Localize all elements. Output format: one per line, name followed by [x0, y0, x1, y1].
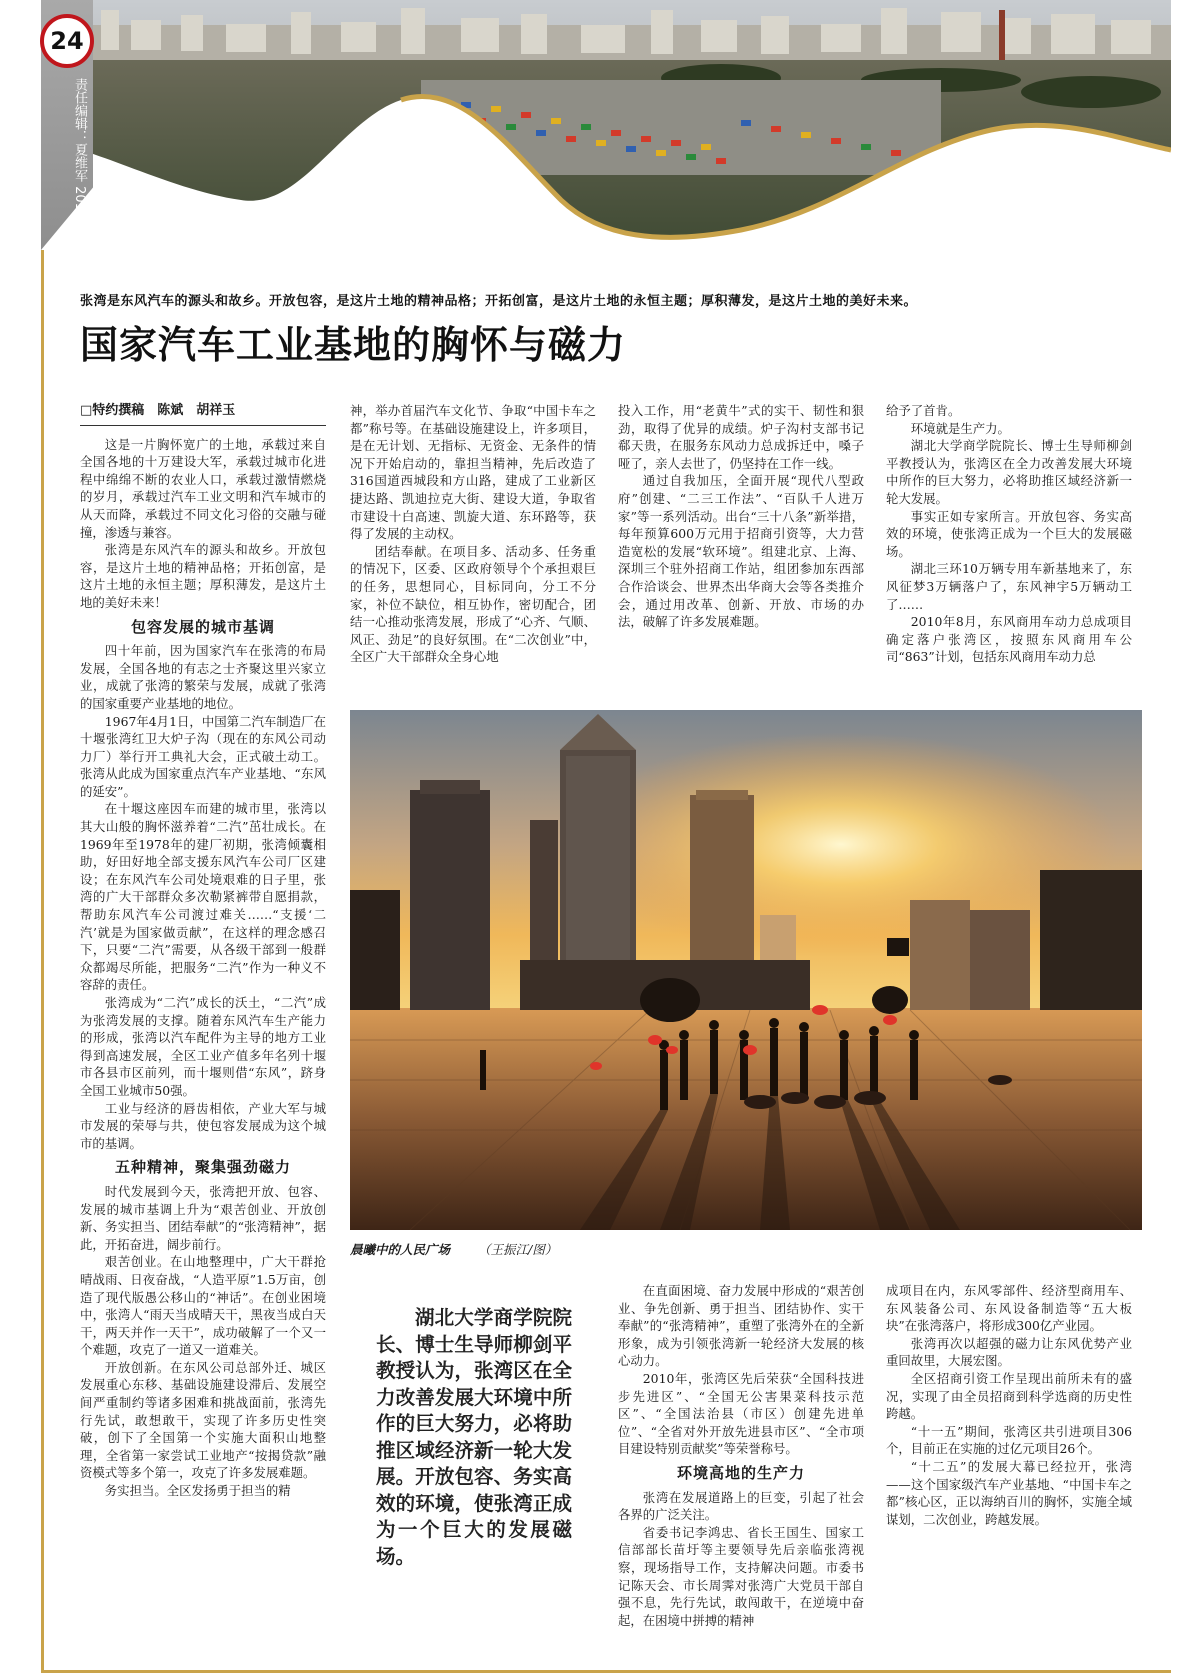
paragraph: 四十年前，因为国家汽车在张湾的布局发展，全国各地的有志之士齐聚这里兴家立业，成就了张湾的繁荣与发展，成就了张湾的国家重要产业基地的地位。	[80, 643, 326, 711]
paragraph: 环境就是生产力。	[910, 420, 1010, 436]
column-1	[80, 402, 326, 1662]
paragraph: 给予了首肯。	[886, 403, 961, 418]
article-headline: 国家汽车工业基地的胸怀与磁力	[80, 322, 627, 367]
paragraph: 神，举办首届汽车文化节、争取“中国卡车之都”称号等。在基础设施建设上，许多项目，是在无计划、无指标、无资金、无条件的情况下开始启动的，靠担当精神，先后改造了316国道西城段和方山路，建成了工业新区捷达路、凯迪拉克大街、建设大道，争取省市建设十白高速、凯旋大道、东环路等，获得了发展的主动权。	[350, 403, 596, 542]
paragraph: 开放创新。在东风公司总部外迁、城区发展重心东移、基础设施建设滞后、发展空间严重制约等诸多困难和挑战面前，张湾先行先试，敢想敢干，实现了许多历史性突破，创下了全国第一个实施大面积山地整理，全省第一家尝试工业地产“按揭贷款”融资模式等多个第一，攻克了许多发展难题。	[80, 1359, 326, 1481]
paragraph: 省委书记李鸿忠、省长王国生、国家工信部部长苗圩等主要领导先后亲临张湾视察，现场指导工作，支持解决问题。市委书记陈天会、市长周霁对张湾广大党员干部自强不息，先行先试，敢闯敢干，在逆境中奋起，在困境中拼搏的精神	[618, 1524, 864, 1628]
byline: □特约撰稿 陈斌 胡祥玉	[80, 402, 326, 426]
subheading-environment-productivity: 环境高地的生产力	[676, 1463, 805, 1482]
paragraph: 通过自我加压，全面开展“现代八型政府”创建、“二三工作法”、“百队千人进万家”等一系列活动。出台“三十八条”新举措，每年预算600万元用于招商引资等，大力营造宽松的发展“软环境”。组建北京、上海、深圳三个驻外招商工作站，组团参加东西部合作洽谈会、世界杰出华商大会等各类推介会，通过用改革、创新、开放、市场的办法，破解了许多发展难题。	[618, 473, 864, 630]
caption-text: 晨曦中的人民广场	[350, 1242, 451, 1257]
photo-caption	[350, 1240, 557, 1258]
paragraph: 湖北大学商学院院长、博士生导师柳剑平教授认为，张湾区在全力改善发展大环境中所作的巨大努力，必将助推区域经济新一轮大发展。	[886, 438, 1132, 506]
paragraph: 全区招商引资工作呈现出前所未有的盛况，实现了由全员招商到科学选商的历史性跨越。	[886, 1370, 1132, 1422]
left-border-rule	[41, 250, 44, 1670]
editor-label: 责任编辑：夏维军	[72, 78, 87, 182]
paragraph: “十二五”的发展大幕已经拉开，张湾——这个国家级汽车产业基地、“中国卡车之都”核心区，正以海纳百川的胸怀，实施全域谋划，二次创业，跨越发展。	[886, 1458, 1132, 1527]
page-number: 24	[50, 27, 84, 55]
paragraph: 在十堰这座因车而建的城市里，张湾以其大山般的胸怀滋养着“二汽”茁壮成长。在1969年至1978年的建厂初期，张湾倾囊相助，好田好地全部支援东风汽车公司厂区建设；在东风汽车公司处境艰难的日子里，张湾的广大干部群众多次勒紧裤带自愿捐款，帮助东风汽车公司渡过难关……“支援‘二汽’就是为国家做贡献”，在这样的理念感召下，只要“二汽”需要，从各级干部到一般群众都竭尽所能，把服务“二汽”作为一种义不容辞的责任。	[80, 801, 326, 993]
paragraph: 工业与经济的唇齿相依，产业大军与城市发展的荣辱与共，使包容发展成为这个城市的基调。	[80, 1100, 326, 1151]
paragraph: 时代发展到今天，张湾把开放、包容、发展的城市基调上升为“艰苦创业、开放创新、务实担当、团结奉献”的“张湾精神”，据此，开拓奋进，阔步前行。	[80, 1183, 326, 1252]
pull-quote-text: 湖北大学商学院院长、博士生导师柳剑平教授认为，张湾区在全力改善发展大环境中所作的巨大努力，必将助推区域经济新一轮大发展。开放包容、务实高效的环境，使张湾正成为一个巨大的发展磁场。	[376, 1306, 572, 1568]
subheading-inclusive-development: 包容发展的城市基调	[130, 617, 275, 636]
paragraph: 2010年，张湾区先后荣获“全国科技进步先进区”、“全国无公害果菜科技示范区”、“全国法治县（市区）创建先进单位”、“全省对外开放先进县市区”、“全市项目建设特别贡献奖”等荣誉称号。	[618, 1370, 864, 1457]
editor-date-label	[48, 78, 88, 283]
page-number-badge	[40, 14, 94, 68]
paragraph: 务实担当。全区发扬勇于担当的精	[104, 1483, 291, 1499]
paragraph: 张湾再次以超强的磁力让东风优势产业重回故里，大展宏图。	[886, 1335, 1132, 1369]
photo-credit: （王振江/图）	[478, 1242, 558, 1257]
paragraph: 2010年8月，东风商用车动力总成项目确定落户张湾区，按照东风商用车公司“863”计划，包括东风商用车动力总	[886, 614, 1132, 665]
subheading-five-spirits: 五种精神，聚集强劲磁力	[114, 1158, 291, 1177]
column-3	[618, 402, 864, 687]
column-2	[350, 402, 596, 687]
sunrise-square-illustration	[350, 710, 1142, 1230]
paragraph: 张湾成为“二汽”成长的沃土，“二汽”成为张湾发展的支撑。随着东风汽车生产能力的形成，张湾以汽车配件为主导的地方工业得到高速发展，全区工业产值多年名列十堰市各县市区前列，而十堰则借“东风”，跻身全国工业城市50强。	[80, 995, 326, 1098]
article-deck: 张湾是东风汽车的源头和故乡。开放包容，是这片土地的精神品格；开拓创富，是这片土地的永恒主题；厚积薄发，是这片土地的美好未来。	[80, 294, 918, 309]
column-6	[886, 1282, 1132, 1662]
people-square-photo	[350, 710, 1142, 1230]
paragraph: 这是一片胸怀宽广的土地，承载过来自全国各地的十万建设大军，承载过城市化进程中绵绵不断的农业人口，承载过激情燃烧的岁月，承载过汽车工业文明和汽车城市的从天而降，承载过不同文化习俗的交融与碰撞，渗透与兼容。	[80, 436, 326, 540]
paragraph: “十一五”期间，张湾区共引进项目306个，目前正在实施的过亿元项目26个。	[886, 1423, 1132, 1457]
paragraph: 张湾是东风汽车的源头和故乡。开放包容，是这片土地的精神品格；开拓创富，是这片土地的永恒主题；厚积薄发，是这片土地的美好未来！	[80, 542, 326, 610]
paragraph: 艰苦创业。在山地整理中，广大干群抢晴战雨、日夜奋战，“人造平原”1.5万亩，创造了现代版愚公移山的“神话”。在创业困境中，张湾人“雨天当成晴天干，黑夜当成白天干，两天并作一天干”，成功破解了一个又一个难题，攻克了一道又一道难关。	[80, 1254, 326, 1358]
column-4	[886, 402, 1132, 687]
paragraph: 团结奉献。在项目多、活动多、任务重的情况下，区委、区政府领导个个承担艰巨的任务，思想同心，目标同向，分工不分家，补位不缺位，相互协作，密切配合，团结一心推动张湾发展，形成了“心齐、气顺、风正、劲足”的良好氛围。在“二次创业”中，全区广大干部群众全身心地	[350, 543, 596, 665]
paragraph: 在直面困境、奋力发展中形成的“艰苦创业、争先创新、勇于担当、团结协作、实干奉献”的“张湾精神”，重塑了张湾外在的全新形象，成为引领张湾新一轮经济大发展的核心动力。	[618, 1283, 864, 1369]
pull-quote	[376, 1305, 572, 1570]
paragraph: 1967年4月1日，中国第二汽车制造厂在十堰张湾红卫大炉子沟（现在的东风公司动力厂）举行开工典礼大会，正式破土动工。张湾从此成为国家重点汽车产业基地、“东风的延安”。	[80, 713, 326, 799]
header-city-illustration	[41, 0, 1171, 250]
header-city-photo	[41, 0, 1171, 250]
column-5	[618, 1282, 864, 1662]
bottom-border-rule	[41, 1670, 1171, 1673]
issue-date: 2011年3月21日	[72, 186, 87, 284]
paragraph: 成项目在内，东风零部件、经济型商用车、东风装备公司、东风设备制造等“五大板块”在张湾落户，将形成300亿产业园。	[886, 1283, 1132, 1334]
paragraph: 张湾在发展道路上的巨变，引起了社会各界的广泛关注。	[618, 1489, 864, 1523]
paragraph: 投入工作，用“老黄牛”式的实干、韧性和狠劲，取得了优异的成绩。炉子沟村支部书记郗天贵，在服务东风动力总成拆迁中，嗓子哑了，亲人去世了，仍坚持在工作一线。	[618, 403, 864, 471]
paragraph: 事实正如专家所言。开放包容、务实高效的环境，使张湾正成为一个巨大的发展磁场。	[886, 508, 1132, 559]
paragraph: 湖北三环10万辆专用车新基地来了，东风征梦3万辆落户了，东风神宇5万辆动工了……	[886, 561, 1132, 612]
